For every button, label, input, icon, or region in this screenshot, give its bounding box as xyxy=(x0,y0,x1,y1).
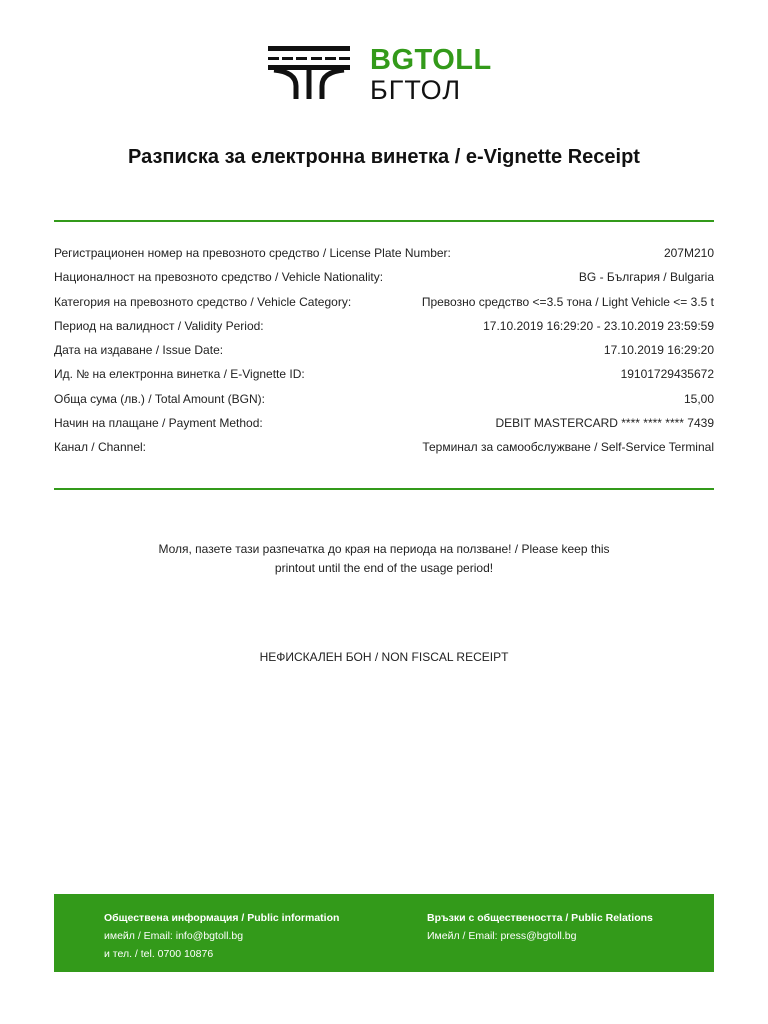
detail-label: Ид. № на електронна винетка / E-Vignette ID: xyxy=(54,367,305,382)
detail-value: 207M210 xyxy=(663,246,714,260)
detail-label: Обща сума (лв.) / Total Amount (BGN): xyxy=(54,391,265,406)
detail-value: 17.10.2019 16:29:20 xyxy=(603,343,714,358)
detail-row-channel xyxy=(54,440,714,464)
footer-public-info xyxy=(104,909,339,963)
logo-wordmark xyxy=(370,46,492,104)
detail-row-vehicle-category xyxy=(54,295,714,319)
detail-label: Канал / Channel: xyxy=(54,440,147,455)
detail-row-payment-method xyxy=(54,416,714,440)
footer-public-relations xyxy=(427,909,653,945)
keep-printout-note xyxy=(134,540,634,578)
detail-row-license-plate xyxy=(54,246,714,270)
logo-name-cyrillic: БГТОЛ xyxy=(370,75,462,105)
non-fiscal-label: НЕФИСКАЛЕН БОН / NON FISCAL RECEIPT xyxy=(259,650,509,664)
page-title: Разписка за електронна винетка / e-Vignette Receipt xyxy=(128,146,640,168)
detail-value: BG - България / Bulgaria xyxy=(578,270,714,285)
detail-row-validity-period xyxy=(54,319,714,343)
detail-value: DEBIT MASTERCARD **** **** **** 7439 xyxy=(495,416,714,431)
detail-value: Терминал за самообслужване / Self-Service Terminal xyxy=(422,440,714,455)
detail-label: Националност на превозното средство / Vehicle Nationality: xyxy=(54,270,384,285)
public-info-heading: Обществена информация / Public information xyxy=(104,912,340,924)
detail-value: 19101729435672 xyxy=(620,367,714,382)
detail-row-vehicle-nationality xyxy=(54,270,714,294)
detail-label: Начин на плащане / Payment Method: xyxy=(54,416,263,431)
detail-label: Регистрационен номер на превозното средство / License Plate Number: xyxy=(54,246,451,260)
detail-value: 15,00 xyxy=(683,391,714,406)
public-info-phone: и тел. / tel. 0700 10876 xyxy=(104,948,214,960)
detail-value: 17.10.2019 16:29:20 - 23.10.2019 23:59:59 xyxy=(483,318,714,333)
detail-label: Дата на издаване / Issue Date: xyxy=(54,343,224,358)
public-info-email: имейл / Email: info@bgtoll.bg xyxy=(104,930,244,942)
detail-label: Период на валидност / Validity Period: xyxy=(54,318,264,333)
note-line-2: printout until the end of the usage period! xyxy=(274,561,494,575)
detail-label: Категория на превозното средство / Vehicle Category: xyxy=(54,294,352,309)
detail-row-issue-date xyxy=(54,343,714,367)
bottom-divider xyxy=(54,488,714,490)
receipt-details xyxy=(54,246,714,465)
detail-row-total-amount xyxy=(54,392,714,416)
detail-value: Превозно средство <=3.5 тона / Light Vehicle <= 3.5 t xyxy=(421,294,714,309)
public-relations-email: Имейл / Email: press@bgtoll.bg xyxy=(427,930,577,942)
public-relations-heading: Връзки с обществеността / Public Relations xyxy=(427,912,653,924)
note-line-1: Моля, пазете тази разпечатка до края на периода на ползване! / Please keep this xyxy=(158,542,610,556)
logo-name-latin: BGTOLL xyxy=(370,44,492,76)
bgtoll-road-logo-icon xyxy=(268,46,350,102)
contact-footer xyxy=(54,894,714,972)
top-divider xyxy=(54,220,714,222)
bgtoll-logo xyxy=(268,44,492,105)
detail-row-vignette-id xyxy=(54,367,714,391)
